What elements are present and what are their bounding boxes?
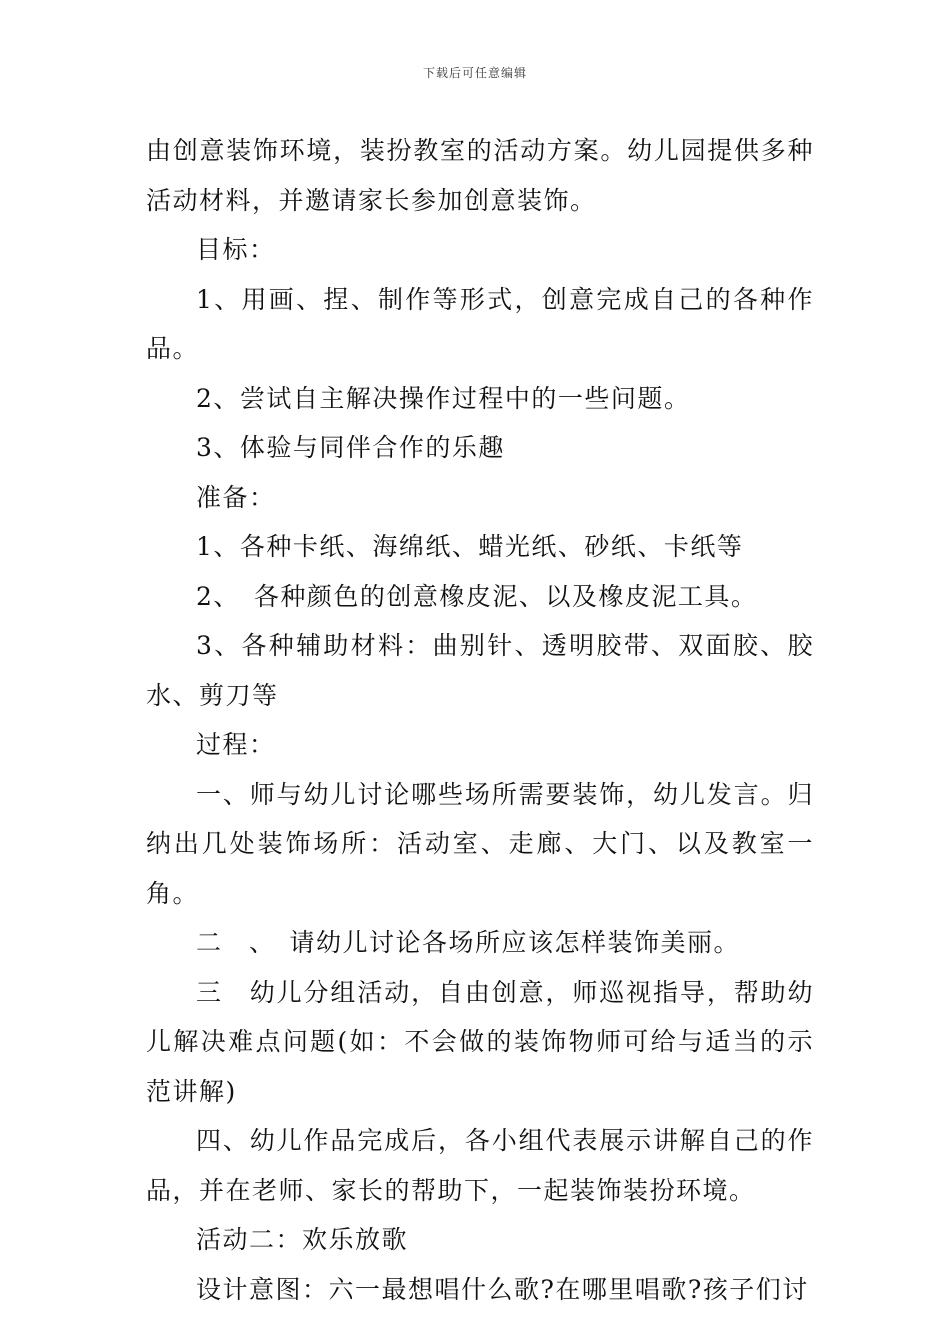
- document-body: [146, 126, 814, 1314]
- process-step-2: 二 、 请幼儿讨论各场所应该怎样装饰美丽。: [196, 928, 741, 957]
- preparation-item-1: 1、各种卡纸、海绵纸、蜡光纸、砂纸、卡纸等: [196, 532, 744, 561]
- page-header-note: 下载后可任意编辑: [422, 66, 527, 80]
- heading-goals: 目标：: [196, 235, 276, 264]
- process-step-1: 一、师与幼儿讨论哪些场所需要装饰，幼儿发言。归纳出几处装饰场所：活动室、走廊、大门、以及教室一角。: [146, 779, 814, 908]
- preparation-item-2: 2、 各种颜色的创意橡皮泥、以及橡皮泥工具。: [196, 581, 758, 611]
- goal-item-2: 2、尝试自主解决操作过程中的一些问题。: [196, 383, 691, 413]
- goal-item-3: 3、体验与同伴合作的乐趣: [196, 433, 505, 462]
- process-step-4: 四、幼儿作品完成后，各小组代表展示讲解自己的作品，并在老师、家长的帮助下，一起装饰装扮环境。: [146, 1126, 814, 1205]
- paragraph-intro-continued: 由创意装饰环境，装扮教室的活动方案。幼儿园提供多种活动材料，并邀请家长参加创意装饰。: [146, 136, 814, 215]
- goal-item-1: 1、用画、捏、制作等形式，创意完成自己的各种作品。: [146, 284, 814, 363]
- heading-preparation: 准备：: [196, 482, 276, 512]
- process-step-3: 三 幼儿分组活动，自由创意，师巡视指导，帮助幼儿解决难点问题(如：不会做的装饰物师可给与适当的示范讲解): [146, 977, 814, 1106]
- preparation-item-3: 3、各种辅助材料：曲别针、透明胶带、双面胶、胶水、剪刀等: [146, 631, 814, 710]
- design-intent-paragraph: 设计意图：六一最想唱什么歌?在哪里唱歌?孩子们讨: [196, 1274, 809, 1304]
- heading-process: 过程：: [196, 730, 276, 759]
- heading-activity-two: 活动二：欢乐放歌: [196, 1225, 409, 1254]
